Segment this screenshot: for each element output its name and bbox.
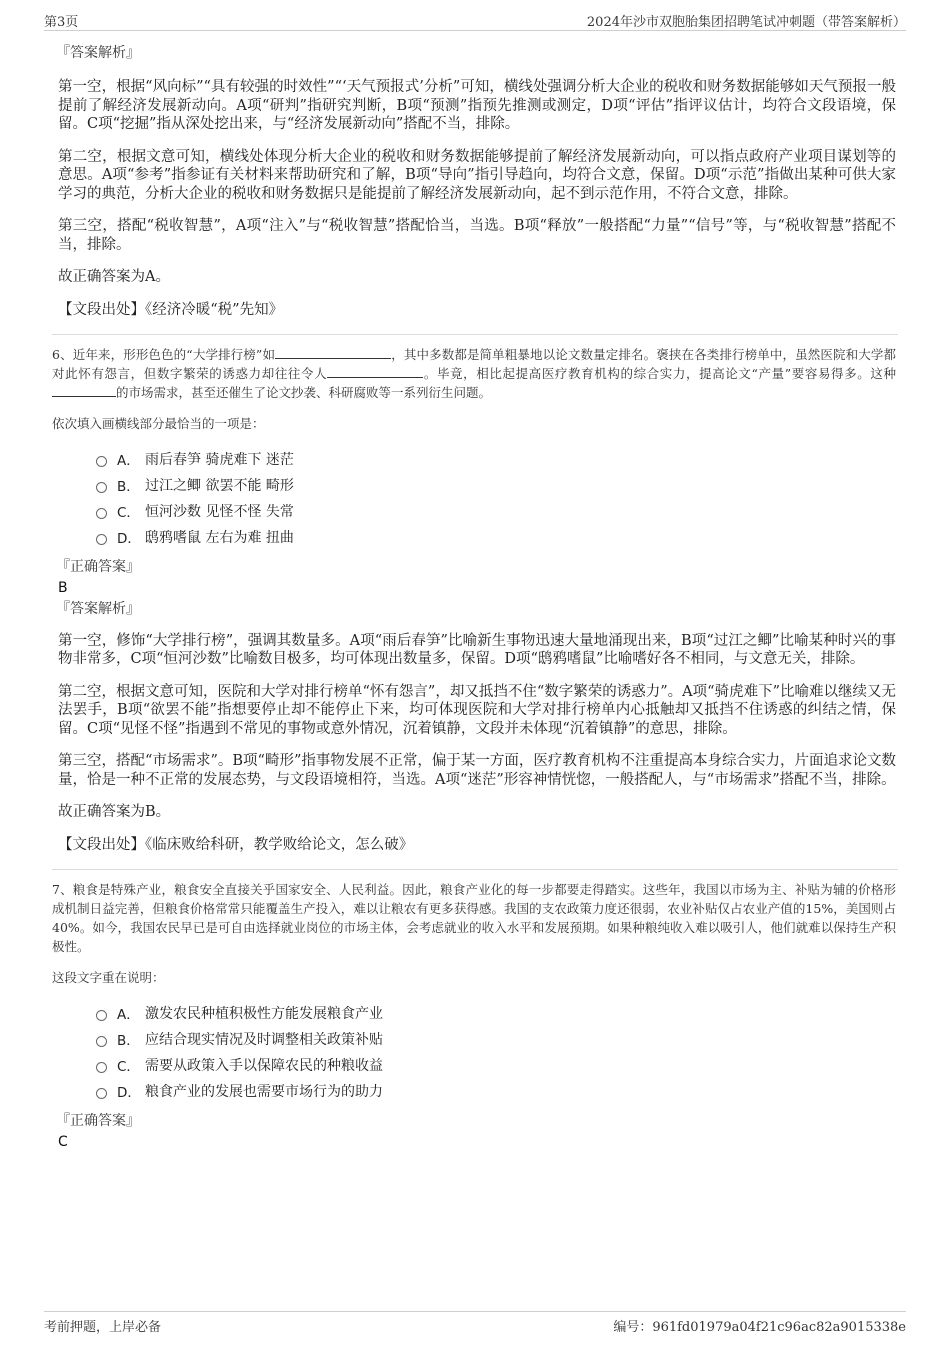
option-a[interactable]: A． 雨后春笋 骑虎难下 迷茫 xyxy=(96,446,896,472)
radio-icon[interactable] xyxy=(96,1010,107,1021)
document-title: 2024年沙市双胞胎集团招聘笔试冲刺题（带答案解析） xyxy=(586,15,906,30)
document-content xyxy=(52,44,896,1154)
option-b[interactable]: B． 应结合现实情况及时调整相关政策补贴 xyxy=(96,1026,896,1052)
analysis-paragraph: 第二空，根据文意可知，医院和大学对排行榜单“怀有怨言”，却又抵挡不住“数字繁荣的诱惑力”。A项“骑虎难下”比喻难以继续又无法罢手，B项“欲罢不能”指想要停止却不能停止下来，均可体现医院和大学对排行榜单内心抵触却又抵挡不住诱惑的纠结之情，保留。C项“见怪不怪”指遇到不常见的事物或意外情况，沉着镇静，文段并未体现“沉着镇静”的意思，排除。 xyxy=(58,683,896,737)
analysis-label: 『答案解析』 xyxy=(56,45,140,61)
analysis-conclusion: 故正确答案为B。 xyxy=(58,804,171,820)
answer-label: 『正确答案』 xyxy=(56,1112,140,1129)
radio-icon[interactable] xyxy=(96,534,107,545)
correct-answer: C xyxy=(58,1133,68,1150)
analysis-paragraph: 第二空，根据文意可知，横线处体现分析大企业的税收和财务数据能够提前了解经济发展新动向，可以指点政府产业项目谋划等的意思。A项“参考”指参证有关材料来帮助研究和了解，B项“导向”指引导趋向，均符合文意，保留。D项“示范”指做出某种可供大家学习的典范，分析大企业的税收和财务数据只是能提前了解经济发展新动向，起不到示范作用，不符合文意，排除。 xyxy=(58,148,896,202)
analysis-paragraph: 第三空，搭配“税收智慧”，A项“注入”与“税收智慧”搭配恰当，当选。B项“释放”一般搭配“力量”“信号”等，与“税收智慧”搭配不当，排除。 xyxy=(58,218,896,253)
analysis-paragraph: 第一空，根据“风向标”“具有较强的时效性”“‘天气预报式’分析”可知，横线处强调分析大企业的税收和财务数据能够如天气预报一般提前了解经济发展新动向。A项“研判”指研究判断，B项“预测”指预先推测或测定，D项“评估”指评议估计，均符合文段语境，保留。C项“挖掘”指从深处挖出来，与“经济发展新动向”搭配不当，排除。 xyxy=(58,79,896,132)
page-header xyxy=(44,0,906,31)
option-d[interactable]: D． 粮食产业的发展也需要市场行为的助力 xyxy=(96,1078,896,1104)
answer-label: 『正确答案』 xyxy=(56,558,140,575)
radio-icon[interactable] xyxy=(96,1036,107,1047)
divider xyxy=(52,334,898,335)
question-6-prompt: 依次填入画横线部分最恰当的一项是： xyxy=(52,415,265,431)
analysis-paragraph: 第一空，修饰“大学排行榜”，强调其数量多。A项“雨后春笋”比喻新生事物迅速大量地涌现出来，B项“过江之鲫”比喻某种时兴的事物非常多，C项“恒河沙数”比喻数目极多，均可体现出数量多，保留。D项“鸱鸦嗜鼠”比喻嗜好各不相同，与文意无关，排除。 xyxy=(58,632,896,667)
option-a[interactable]: A． 激发农民种植积极性方能发展粮食产业 xyxy=(96,1000,896,1026)
question-6-options xyxy=(96,446,896,550)
question-6-stem: 6、近年来，形形色色的“大学排行榜”如 ，其中多数都是简单粗暴地以论文数量定排名。褒挟在各类排行榜单中，虽然医院和大学都对此怀有怨言，但数字繁荣的诱惑力却往往令人 。毕竟，相比起提高医疗教育机构的综合实力，提高论文“产量”要容易得多。这种的市场需求，甚至还催生了论文抄袭、科研腐败等一系列衍生问题。 xyxy=(52,346,896,400)
question-7-stem: 7、粮食是特殊产业，粮食安全直接关乎国家安全、人民利益。因此，粮食产业化的每一步都要走得踏实。这些年，我国以市场为主、补贴为辅的价格形成机制日益完善，但粮食价格常常只能覆盖生产投入，难以让粮农有更多获得感。我国的支农政策力度还很弱，农业补贴仅占农业产值的15%，美国则占40%。如今，我国农民早已是可自由选择就业岗位的市场主体，会考虑就业的收入水平和发展预期。如果种粮纯收入难以吸引人，他们就难以保持生产积极性。 xyxy=(52,881,896,954)
page-number: 第3页 xyxy=(44,15,79,30)
source-citation: 【文段出处】《临床败给科研，教学败给论文，怎么破》 xyxy=(58,836,414,853)
divider xyxy=(52,869,898,870)
analysis-conclusion: 故正确答案为A。 xyxy=(58,269,170,285)
option-d[interactable]: D． 鸱鸦嗜鼠 左右为难 扭曲 xyxy=(96,524,896,550)
option-c[interactable]: C． 恒河沙数 见怪不怪 失常 xyxy=(96,498,896,524)
radio-icon[interactable] xyxy=(96,456,107,467)
blank-1 xyxy=(275,346,391,359)
radio-icon[interactable] xyxy=(96,1062,107,1073)
source-citation: 【文段出处】《经济冷暖“税”先知》 xyxy=(58,301,284,318)
analysis-paragraph: 第三空，搭配“市场需求”。B项“畸形”指事物发展不正常，偏于某一方面，医疗教育机构不注重提高本身综合实力，片面追求论文数量，恰是一种不正常的发展态势，与文段语境相符，当选。A项“迷茫”形容神情恍惚，一般搭配人，与“市场需求”搭配不当，排除。 xyxy=(58,753,896,788)
radio-icon[interactable] xyxy=(96,482,107,493)
question-7-options xyxy=(96,1000,896,1104)
page-footer xyxy=(44,1311,906,1340)
correct-answer: B xyxy=(58,579,68,596)
blank-3 xyxy=(52,384,116,397)
option-b[interactable]: B． 过江之鲫 欲罢不能 畸形 xyxy=(96,472,896,498)
footer-slogan: 考前押题，上岸必备 xyxy=(44,1320,162,1335)
blank-2 xyxy=(327,365,423,378)
radio-icon[interactable] xyxy=(96,1088,107,1099)
question-7-prompt: 这段文字重在说明： xyxy=(52,969,165,985)
analysis-label: 『答案解析』 xyxy=(56,600,140,617)
radio-icon[interactable] xyxy=(96,508,107,519)
option-c[interactable]: C． 需要从政策入手以保障农民的种粮收益 xyxy=(96,1052,896,1078)
document-id: 编号：961fd01979a04f21c96ac82a9015338e xyxy=(613,1320,906,1335)
